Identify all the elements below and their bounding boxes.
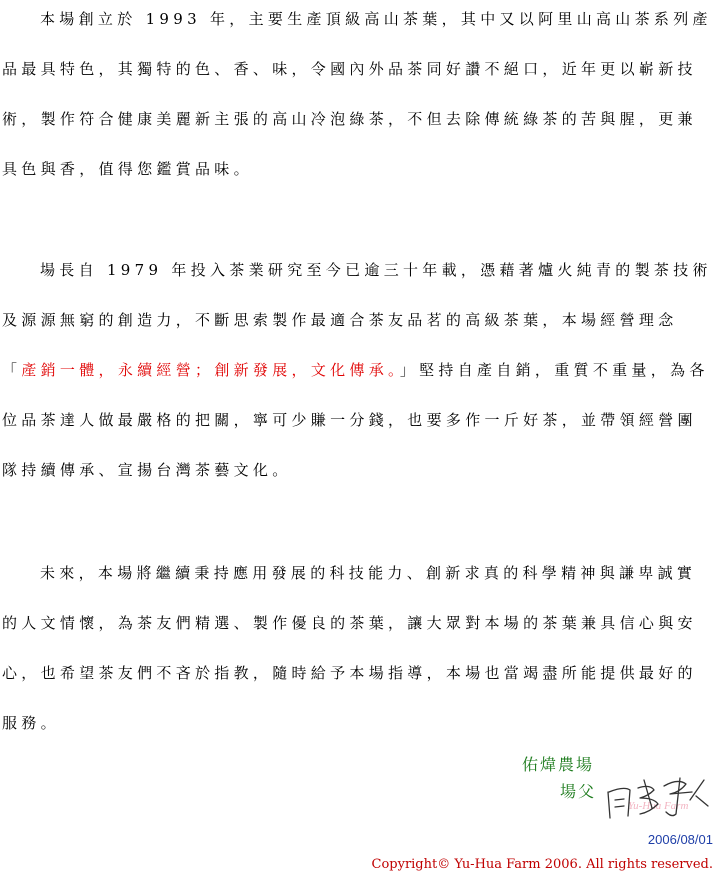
business-motto: 產銷一體，永續經營；創新發展，文化傳承。 bbox=[21, 361, 400, 379]
paragraph-philosophy bbox=[2, 245, 714, 495]
signature-date: 2006/08/01 bbox=[647, 832, 713, 847]
paragraph-future bbox=[2, 548, 714, 748]
copyright-notice: Copyright© Yu-Hua Farm 2006. All rights reserved. bbox=[371, 857, 713, 872]
farm-name: 佑煒農場 bbox=[522, 755, 595, 774]
signer-role: 場父 bbox=[560, 782, 597, 801]
signature-strokes bbox=[608, 778, 708, 818]
paragraph-text: 場長自 1979 年投入茶業研究至今已逾三十年載，憑藉著爐火純青的製茶技術及源源無窮的創造力，不斷思索製作最適合茶友品茗的高級茶葉，本場經營理念「 bbox=[2, 261, 712, 379]
paragraph-text: 未來，本場將繼續秉持應用發展的科技能力、創新求真的科學精神與謙卑誠實的人文情懷，為茶友們精選、製作優良的茶葉，讓大眾對本場的茶葉兼具信心與安心，也希望茶友們不吝於指教，隨時給予本場指導，本場也當竭盡所能提供最好的服務。 bbox=[2, 564, 697, 732]
handwritten-signature bbox=[600, 772, 715, 820]
paragraph-text-continued: 」堅持自產自銷，重質不重量，為各位品茶達人做最嚴格的把關，寧可少賺一分錢，也要多作一斤好茶，並帶領經營團隊持續傳承、宣揚台灣茶藝文化。 bbox=[2, 361, 709, 479]
paragraph-text: 本場創立於 1993 年，主要生產頂級高山茶葉，其中又以阿里山高山茶系列產品最具特色，其獨特的色、香、味，令國內外品茶同好讚不絕口，近年更以嶄新技術，製作符合健康美麗新主張的高山冷泡綠茶，不但去除傳統綠茶的苦與腥，更兼具色與香，值得您鑑賞品味。 bbox=[2, 10, 712, 178]
signature-watermark: Yu-Hua Farm bbox=[628, 800, 689, 812]
paragraph-history bbox=[2, 0, 714, 194]
